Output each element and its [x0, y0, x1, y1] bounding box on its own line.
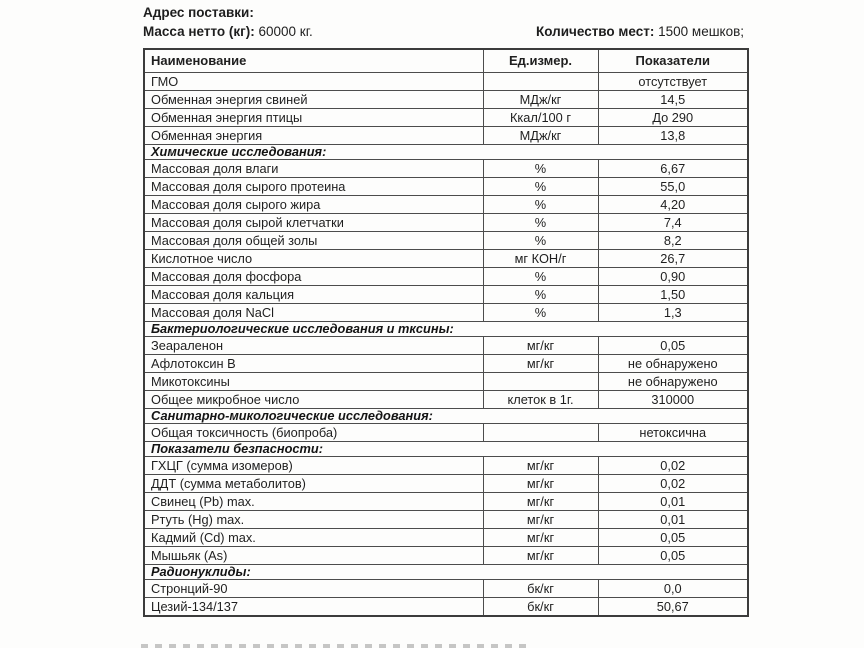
cell-value: 4,20: [598, 195, 748, 213]
cell-name: Массовая доля NaCl: [144, 303, 483, 321]
cell-value: нетоксична: [598, 423, 748, 441]
cell-value: До 290: [598, 108, 748, 126]
net-mass-line: [143, 23, 313, 40]
cell-value: 0,05: [598, 546, 748, 564]
table-row: [144, 423, 748, 441]
cell-unit: мг/кг: [483, 354, 598, 372]
cell-name: Мышьяк (As): [144, 546, 483, 564]
table-row: [144, 354, 748, 372]
section-label: Химические исследования:: [144, 144, 748, 159]
table-row: [144, 126, 748, 144]
table-row: [144, 510, 748, 528]
table-row: [144, 492, 748, 510]
cell-name: ДДТ (сумма метаболитов): [144, 474, 483, 492]
table-row: [144, 474, 748, 492]
cell-unit: %: [483, 213, 598, 231]
cell-unit: мг КОН/г: [483, 249, 598, 267]
spec-table-body: [144, 72, 748, 616]
cell-unit: мг/кг: [483, 456, 598, 474]
cell-name: Микотоксины: [144, 372, 483, 390]
cell-unit: %: [483, 303, 598, 321]
section-row: [144, 321, 748, 336]
cell-value: 0,01: [598, 492, 748, 510]
table-row: [144, 108, 748, 126]
table-row: [144, 390, 748, 408]
cell-name: Обменная энергия птицы: [144, 108, 483, 126]
table-row: [144, 231, 748, 249]
cell-name: ГМО: [144, 72, 483, 90]
cell-unit: [483, 423, 598, 441]
cell-unit: мг/кг: [483, 528, 598, 546]
cell-value: 26,7: [598, 249, 748, 267]
table-row: [144, 249, 748, 267]
table-row: [144, 159, 748, 177]
spec-table: [143, 48, 749, 617]
section-label: Санитарно-микологические исследования:: [144, 408, 748, 423]
cell-value: 7,4: [598, 213, 748, 231]
table-row: [144, 285, 748, 303]
section-row: [144, 564, 748, 579]
cell-unit: бк/кг: [483, 579, 598, 597]
section-row: [144, 144, 748, 159]
cell-unit: клеток в 1г.: [483, 390, 598, 408]
cell-value: не обнаружено: [598, 372, 748, 390]
column-header-value: Показатели: [598, 49, 748, 72]
cell-name: Массовая доля общей золы: [144, 231, 483, 249]
table-row: [144, 597, 748, 616]
table-header-row: [144, 49, 748, 72]
table-row: [144, 90, 748, 108]
cell-value: 0,02: [598, 474, 748, 492]
cell-unit: [483, 372, 598, 390]
cell-value: 1,3: [598, 303, 748, 321]
table-row: [144, 336, 748, 354]
table-row: [144, 579, 748, 597]
cell-unit: %: [483, 177, 598, 195]
section-label: Показатели безпасности:: [144, 441, 748, 456]
table-row: [144, 213, 748, 231]
cell-value: 14,5: [598, 90, 748, 108]
cell-name: Общее микробное число: [144, 390, 483, 408]
cutoff-text-sliver: [141, 644, 533, 648]
cell-name: Массовая доля сырого протеина: [144, 177, 483, 195]
cell-name: Ртуть (Hg) max.: [144, 510, 483, 528]
cell-name: Обменная энергия: [144, 126, 483, 144]
cell-name: Свинец (Pb) max.: [144, 492, 483, 510]
net-mass-value: 60000 кг.: [254, 24, 313, 39]
cell-unit: мг/кг: [483, 336, 598, 354]
cell-unit: %: [483, 267, 598, 285]
cell-value: 0,02: [598, 456, 748, 474]
address-label: Адрес поставки:: [143, 5, 254, 20]
address-line: [143, 4, 254, 21]
cell-value: 6,67: [598, 159, 748, 177]
cell-unit: %: [483, 195, 598, 213]
quantity-label: Количество мест:: [536, 24, 655, 39]
cell-value: 50,67: [598, 597, 748, 616]
cell-value: 8,2: [598, 231, 748, 249]
cell-unit: %: [483, 159, 598, 177]
cell-value: 0,05: [598, 528, 748, 546]
cell-unit: %: [483, 231, 598, 249]
section-row: [144, 408, 748, 423]
cell-unit: мг/кг: [483, 510, 598, 528]
cell-unit: [483, 72, 598, 90]
cell-value: не обнаружено: [598, 354, 748, 372]
table-row: [144, 303, 748, 321]
cell-name: Массовая доля сырого жира: [144, 195, 483, 213]
cell-name: Кислотное число: [144, 249, 483, 267]
cell-name: Афлотоксин В: [144, 354, 483, 372]
cell-name: Зеараленон: [144, 336, 483, 354]
cell-name: Обменная энергия свиней: [144, 90, 483, 108]
table-row: [144, 546, 748, 564]
cell-name: Стронций-90: [144, 579, 483, 597]
cell-unit: бк/кг: [483, 597, 598, 616]
cell-unit: Ккал/100 г: [483, 108, 598, 126]
cell-unit: мг/кг: [483, 474, 598, 492]
cell-value: 13,8: [598, 126, 748, 144]
cell-name: Массовая доля кальция: [144, 285, 483, 303]
cell-name: Массовая доля влаги: [144, 159, 483, 177]
table-row: [144, 267, 748, 285]
table-row: [144, 456, 748, 474]
cell-value: 0,0: [598, 579, 748, 597]
cell-value: 0,01: [598, 510, 748, 528]
column-header-name: Наименование: [144, 49, 483, 72]
cell-value: 0,05: [598, 336, 748, 354]
section-label: Бактериологические исследования и тксины:: [144, 321, 748, 336]
table-row: [144, 72, 748, 90]
cell-name: Общая токсичность (биопроба): [144, 423, 483, 441]
cell-value: 0,90: [598, 267, 748, 285]
table-row: [144, 528, 748, 546]
column-header-unit: Ед.измер.: [483, 49, 598, 72]
cell-name: ГХЦГ (сумма изомеров): [144, 456, 483, 474]
cell-value: 1,50: [598, 285, 748, 303]
section-row: [144, 441, 748, 456]
cell-value: 310000: [598, 390, 748, 408]
cell-unit: %: [483, 285, 598, 303]
net-mass-label: Масса нетто (кг):: [143, 24, 255, 39]
section-label: Радионуклиды:: [144, 564, 748, 579]
cell-name: Кадмий (Cd) max.: [144, 528, 483, 546]
cell-value: 55,0: [598, 177, 748, 195]
quantity-line: [536, 23, 744, 40]
cell-name: Массовая доля сырой клетчатки: [144, 213, 483, 231]
table-row: [144, 195, 748, 213]
table-row: [144, 372, 748, 390]
cell-unit: мг/кг: [483, 546, 598, 564]
table-row: [144, 177, 748, 195]
cell-name: Цезий-134/137: [144, 597, 483, 616]
cell-unit: МДж/кг: [483, 126, 598, 144]
cell-value: отсутствует: [598, 72, 748, 90]
cell-unit: МДж/кг: [483, 90, 598, 108]
quantity-value: 1500 мешков;: [654, 24, 745, 39]
cell-unit: мг/кг: [483, 492, 598, 510]
cell-name: Массовая доля фосфора: [144, 267, 483, 285]
